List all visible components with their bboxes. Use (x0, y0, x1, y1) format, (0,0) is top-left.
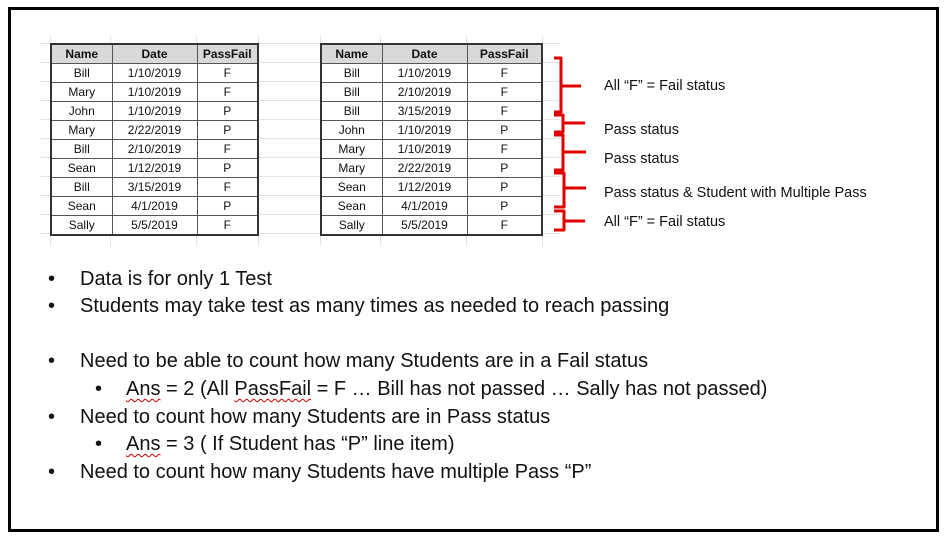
column-header-passfail: PassFail (197, 44, 258, 64)
cell-date: 5/5/2019 (112, 216, 197, 236)
cell-passfail: P (467, 121, 542, 140)
column-header-name: Name (321, 44, 382, 64)
cell-date: 4/1/2019 (382, 197, 467, 216)
table-row (321, 216, 542, 236)
table-row (321, 64, 542, 83)
cell-date: 1/10/2019 (112, 102, 197, 121)
annotation-mary-pass: Pass status (604, 151, 679, 167)
table-row (321, 140, 542, 159)
cell-name: Bill (51, 64, 112, 83)
bullet-icon: • (48, 350, 56, 372)
cell-name: Mary (51, 83, 112, 102)
table-row (321, 178, 542, 197)
cell-date: 4/1/2019 (112, 197, 197, 216)
bracket-icon (554, 115, 585, 132)
table-row (51, 64, 258, 83)
annotation-john-pass: Pass status (604, 122, 679, 138)
cell-name: Bill (321, 102, 382, 121)
cell-date: 2/10/2019 (382, 83, 467, 102)
cell-name: Mary (321, 159, 382, 178)
cell-name: Sean (321, 197, 382, 216)
table-row (51, 140, 258, 159)
cell-name: Bill (51, 140, 112, 159)
cell-name: Sean (51, 197, 112, 216)
table-row (321, 102, 542, 121)
cell-passfail: F (197, 178, 258, 197)
bracket-icon (554, 173, 586, 207)
cell-date: 2/22/2019 (112, 121, 197, 140)
spellcheck-flag: Ans (126, 378, 161, 400)
cell-passfail: P (197, 197, 258, 216)
cell-passfail: F (467, 102, 542, 121)
cell-passfail: P (467, 178, 542, 197)
cell-date: 2/10/2019 (112, 140, 197, 159)
cell-name: Sean (321, 178, 382, 197)
spellcheck-flag: PassFail (234, 378, 312, 400)
bullet-icon: • (48, 295, 56, 317)
bullet-icon: • (95, 433, 103, 455)
table-header-row (321, 44, 542, 64)
cell-date: 1/10/2019 (382, 121, 467, 140)
annotation-sally-fail: All “F” = Fail status (604, 214, 726, 230)
cell-date: 1/12/2019 (382, 178, 467, 197)
column-header-name: Name (51, 44, 112, 64)
cell-passfail: F (197, 83, 258, 102)
table-row (51, 83, 258, 102)
cell-date: 3/15/2019 (112, 178, 197, 197)
bullet-icon: • (48, 268, 56, 290)
column-header-date: Date (112, 44, 197, 64)
cell-name: Bill (51, 178, 112, 197)
column-header-date: Date (382, 44, 467, 64)
bracket-icon (554, 211, 585, 230)
table-row (51, 216, 258, 236)
cell-name: Mary (51, 121, 112, 140)
cell-name: John (51, 102, 112, 121)
cell-passfail: F (197, 64, 258, 83)
grouping-brackets (548, 56, 598, 238)
column-header-passfail: PassFail (467, 44, 542, 64)
table-row (321, 121, 542, 140)
cell-name: Bill (321, 83, 382, 102)
cell-name: Bill (321, 64, 382, 83)
table-row (321, 159, 542, 178)
cell-date: 1/12/2019 (112, 159, 197, 178)
cell-name: John (321, 121, 382, 140)
spellcheck-flag: Ans (126, 433, 161, 455)
cell-date: 2/22/2019 (382, 159, 467, 178)
cell-date: 1/10/2019 (382, 140, 467, 159)
table-row (51, 178, 258, 197)
table-row (51, 197, 258, 216)
cell-passfail: P (197, 121, 258, 140)
cell-passfail: F (467, 140, 542, 159)
cell-name: Sally (321, 216, 382, 236)
annotation-sean-multiple-pass: Pass status & Student with Multiple Pass (604, 185, 867, 201)
data-table-sorted (320, 43, 543, 236)
annotation-bill-fail: All “F” = Fail status (604, 78, 726, 94)
bracket-icon (554, 135, 586, 170)
bullet-icon: • (48, 406, 56, 428)
table-row (51, 102, 258, 121)
cell-name: Sean (51, 159, 112, 178)
cell-date: 5/5/2019 (382, 216, 467, 236)
cell-passfail: F (467, 64, 542, 83)
table-row (321, 197, 542, 216)
cell-date: 3/15/2019 (382, 102, 467, 121)
bullet-icon: • (95, 378, 103, 400)
table-row (321, 83, 542, 102)
cell-passfail: P (467, 159, 542, 178)
table-row (51, 121, 258, 140)
cell-name: Sally (51, 216, 112, 236)
cell-passfail: P (197, 159, 258, 178)
cell-name: Mary (321, 140, 382, 159)
table-header-row (51, 44, 258, 64)
cell-date: 1/10/2019 (112, 83, 197, 102)
cell-passfail: F (197, 140, 258, 159)
bracket-icon (554, 58, 581, 112)
cell-date: 1/10/2019 (382, 64, 467, 83)
bullet-icon: • (48, 461, 56, 483)
data-table-original (50, 43, 259, 236)
cell-date: 1/10/2019 (112, 64, 197, 83)
cell-passfail: F (467, 216, 542, 236)
table-row (51, 159, 258, 178)
cell-passfail: F (467, 83, 542, 102)
cell-passfail: F (197, 216, 258, 236)
cell-passfail: P (467, 197, 542, 216)
cell-passfail: P (197, 102, 258, 121)
